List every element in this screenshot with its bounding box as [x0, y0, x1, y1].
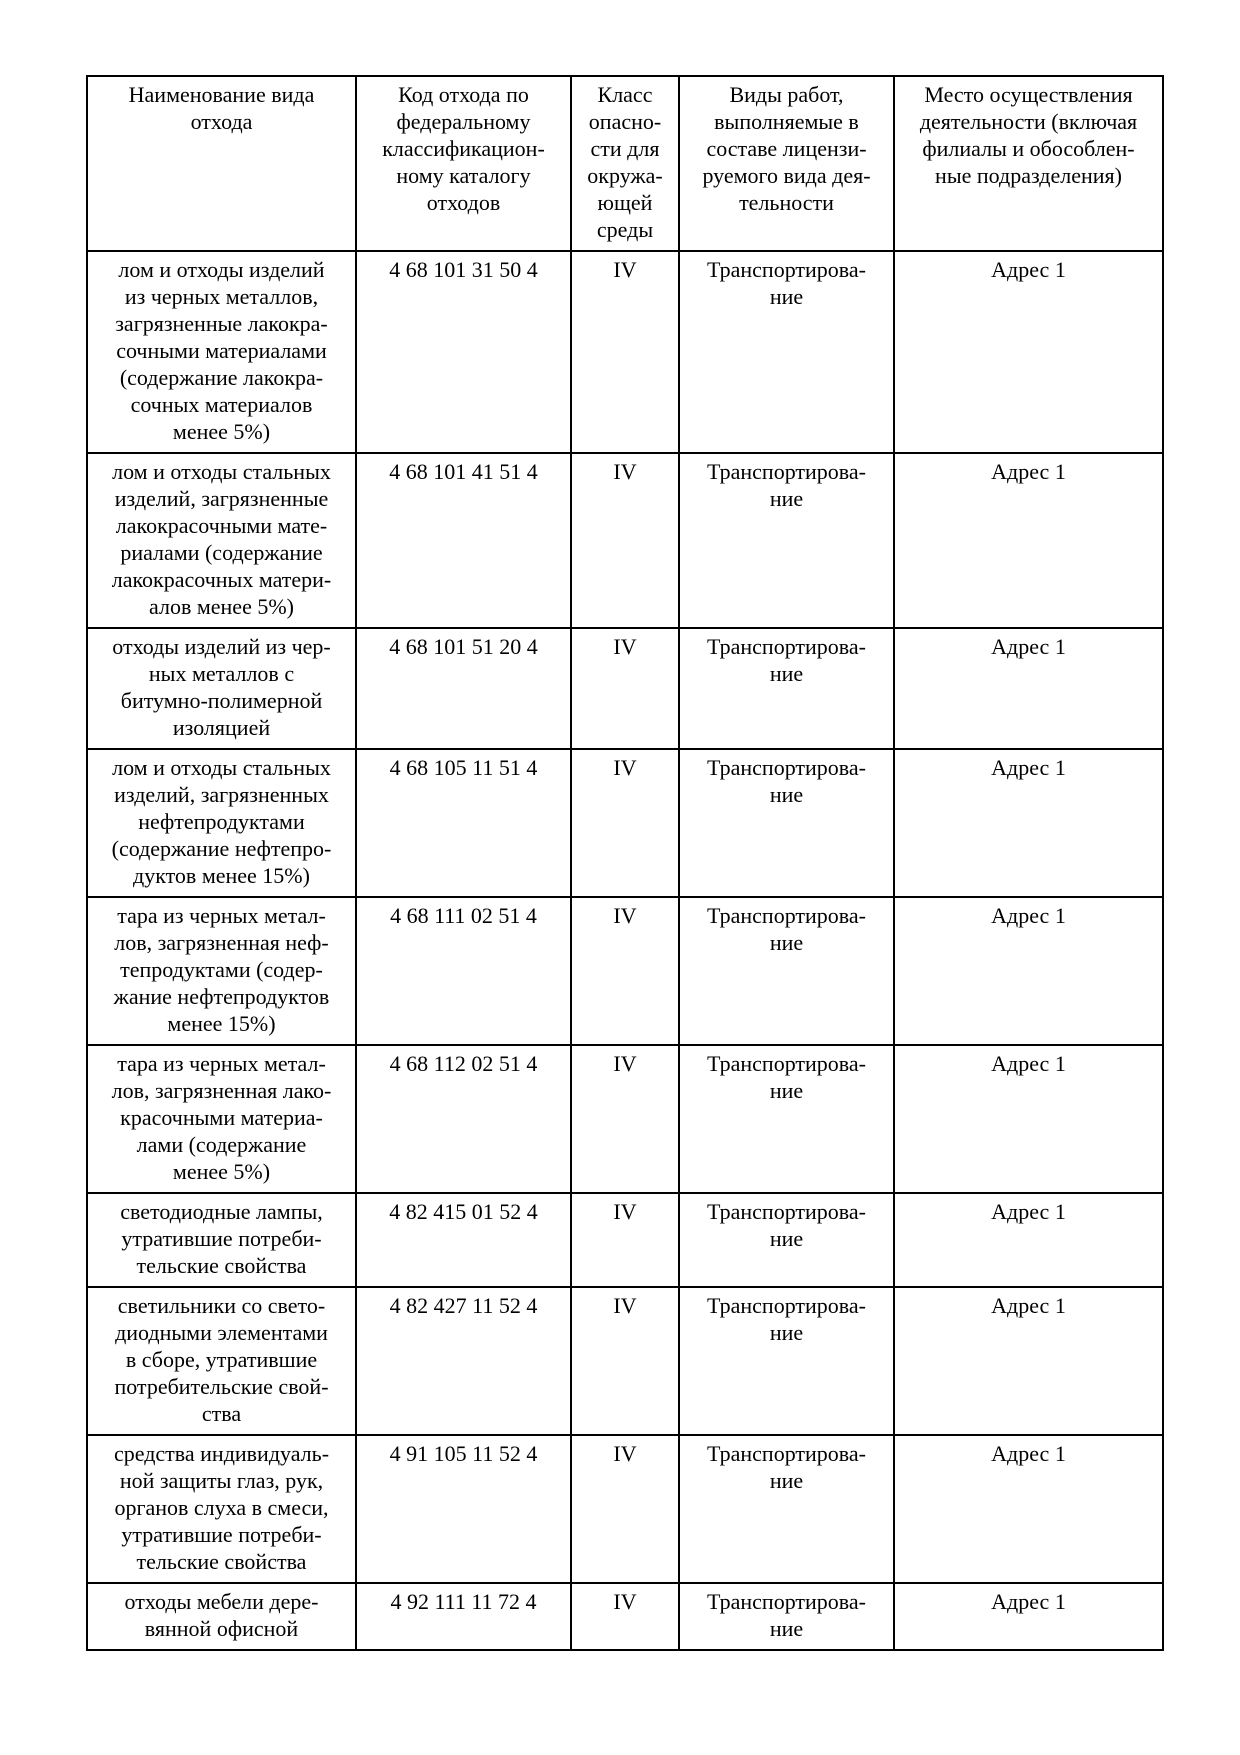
- cell-waste-name: лом и отходы изделий из черных металлов, загрязненные лакокра- сочными материалами (содержание лакокра- сочных материалов менее 5%): [87, 251, 356, 453]
- cell-waste-code: 4 68 101 51 20 4: [356, 628, 571, 749]
- cell-work-type: Транспортирова- ние: [679, 897, 894, 1045]
- cell-hazard-class: IV: [571, 1435, 679, 1583]
- cell-hazard-class: IV: [571, 897, 679, 1045]
- cell-work-type: Транспортирова- ние: [679, 1583, 894, 1650]
- cell-waste-code: 4 68 101 41 51 4: [356, 453, 571, 628]
- table-row: [87, 1045, 1163, 1193]
- cell-work-type: Транспортирова- ние: [679, 453, 894, 628]
- cell-waste-code: 4 68 111 02 51 4: [356, 897, 571, 1045]
- cell-waste-code: 4 82 427 11 52 4: [356, 1287, 571, 1435]
- cell-waste-name: отходы изделий из чер- ных металлов с битумно-полимерной изоляцией: [87, 628, 356, 749]
- cell-waste-name: светодиодные лампы, утратившие потреби- тельские свойства: [87, 1193, 356, 1287]
- cell-waste-code: 4 91 105 11 52 4: [356, 1435, 571, 1583]
- table-row: [87, 628, 1163, 749]
- table-header-row: [87, 76, 1163, 251]
- header-hazard-class: Класс опасно- сти для окружа- ющей среды: [571, 76, 679, 251]
- cell-activity-place: Адрес 1: [894, 1045, 1163, 1193]
- cell-hazard-class: IV: [571, 1045, 679, 1193]
- cell-waste-code: 4 82 415 01 52 4: [356, 1193, 571, 1287]
- cell-waste-name: лом и отходы стальных изделий, загрязненные лакокрасочными мате- риалами (содержание лакокрасочных матери- алов менее 5%): [87, 453, 356, 628]
- header-work-types: Виды работ, выполняемые в составе лицензи- руемого вида дея- тельности: [679, 76, 894, 251]
- waste-table: [86, 75, 1164, 1651]
- table-row: [87, 1583, 1163, 1650]
- cell-waste-code: 4 68 105 11 51 4: [356, 749, 571, 897]
- cell-waste-name: лом и отходы стальных изделий, загрязненных нефтепродуктами (содержание нефтепро- дуктов менее 15%): [87, 749, 356, 897]
- table-row: [87, 453, 1163, 628]
- cell-hazard-class: IV: [571, 749, 679, 897]
- cell-waste-name: средства индивидуаль- ной защиты глаз, рук, органов слуха в смеси, утратившие потреби- тельские свойства: [87, 1435, 356, 1583]
- table-row: [87, 251, 1163, 453]
- cell-activity-place: Адрес 1: [894, 1193, 1163, 1287]
- cell-waste-name: тара из черных метал- лов, загрязненная лако- красочными материа- лами (содержание менее 5%): [87, 1045, 356, 1193]
- cell-hazard-class: IV: [571, 1583, 679, 1650]
- cell-waste-code: 4 68 112 02 51 4: [356, 1045, 571, 1193]
- cell-activity-place: Адрес 1: [894, 1287, 1163, 1435]
- cell-hazard-class: IV: [571, 628, 679, 749]
- cell-waste-code: 4 68 101 31 50 4: [356, 251, 571, 453]
- header-waste-code: Код отхода по федеральному классификацион- ному каталогу отходов: [356, 76, 571, 251]
- cell-work-type: Транспортирова- ние: [679, 1435, 894, 1583]
- cell-activity-place: Адрес 1: [894, 628, 1163, 749]
- cell-hazard-class: IV: [571, 1193, 679, 1287]
- header-activity-place: Место осуществления деятельности (включая филиалы и обособлен- ные подразделения): [894, 76, 1163, 251]
- cell-activity-place: Адрес 1: [894, 453, 1163, 628]
- cell-activity-place: Адрес 1: [894, 251, 1163, 453]
- cell-waste-code: 4 92 111 11 72 4: [356, 1583, 571, 1650]
- cell-activity-place: Адрес 1: [894, 1583, 1163, 1650]
- cell-waste-name: отходы мебели дере- вянной офисной: [87, 1583, 356, 1650]
- cell-waste-name: светильники со свето- диодными элементами в сборе, утратившие потребительские свой- ства: [87, 1287, 356, 1435]
- cell-waste-name: тара из черных метал- лов, загрязненная неф- тепродуктами (содер- жание нефтепродуктов менее 15%): [87, 897, 356, 1045]
- table-row: [87, 897, 1163, 1045]
- table-row: [87, 1193, 1163, 1287]
- header-waste-name: Наименование вида отхода: [87, 76, 356, 251]
- cell-activity-place: Адрес 1: [894, 749, 1163, 897]
- cell-work-type: Транспортирова- ние: [679, 251, 894, 453]
- cell-work-type: Транспортирова- ние: [679, 749, 894, 897]
- table-row: [87, 1287, 1163, 1435]
- cell-hazard-class: IV: [571, 251, 679, 453]
- cell-activity-place: Адрес 1: [894, 897, 1163, 1045]
- cell-work-type: Транспортирова- ние: [679, 1287, 894, 1435]
- cell-work-type: Транспортирова- ние: [679, 1193, 894, 1287]
- table-row: [87, 749, 1163, 897]
- cell-work-type: Транспортирова- ние: [679, 628, 894, 749]
- table-row: [87, 1435, 1163, 1583]
- cell-hazard-class: IV: [571, 1287, 679, 1435]
- cell-work-type: Транспортирова- ние: [679, 1045, 894, 1193]
- cell-hazard-class: IV: [571, 453, 679, 628]
- cell-activity-place: Адрес 1: [894, 1435, 1163, 1583]
